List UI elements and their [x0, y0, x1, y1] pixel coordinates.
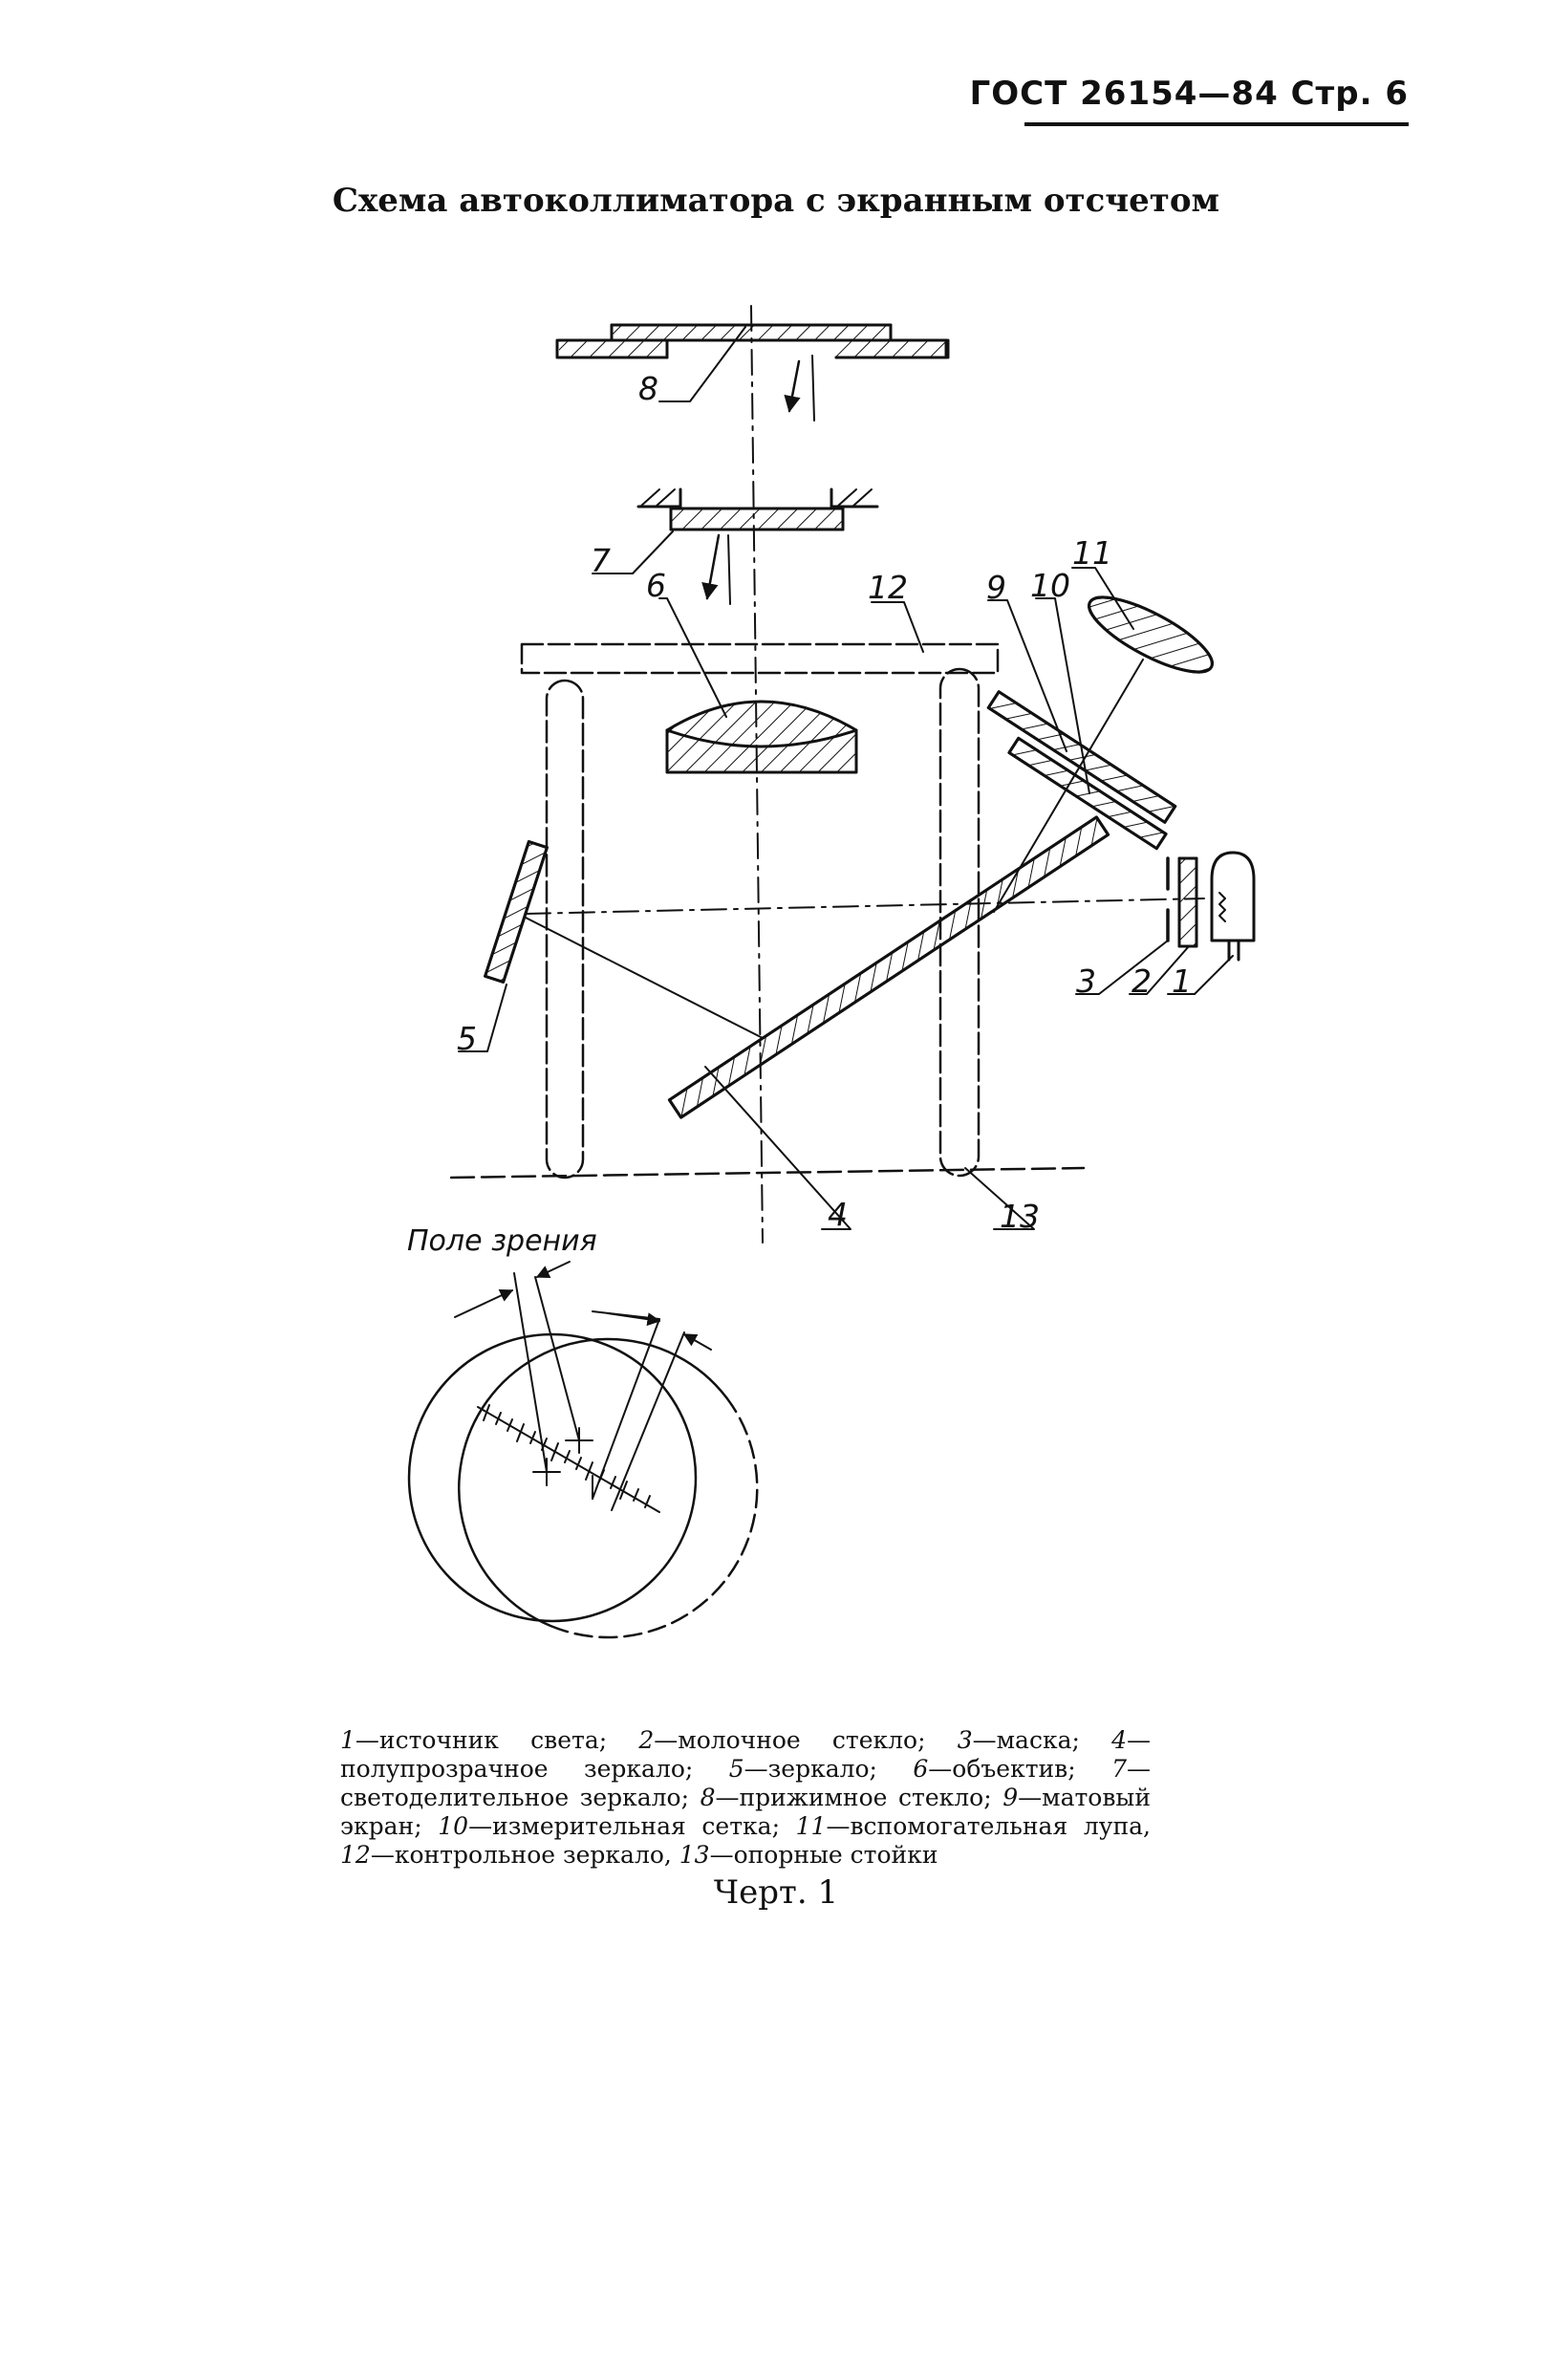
legend-item-8: 8—прижимное стекло; — [700, 1784, 1003, 1811]
legend-item-7: 7—светоделительное зеркало; — [340, 1755, 1151, 1811]
label-1: 1 — [1172, 963, 1192, 1000]
field-of-view-figure — [409, 1262, 757, 1637]
legend-item-9: 9—матовый экран; — [340, 1784, 1151, 1840]
legend-item-11: 11—вспомогательная лупа, — [795, 1812, 1151, 1840]
base-line — [451, 1168, 1084, 1178]
label-7: 7 — [591, 542, 611, 579]
label-5: 5 — [457, 1020, 477, 1057]
label-11: 11 — [1072, 534, 1112, 572]
element-13-support-left — [547, 681, 583, 1178]
element-1-light-source — [1212, 853, 1254, 960]
legend-item-12: 12—контрольное зеркало, — [340, 1841, 679, 1869]
element-5-mirror — [485, 842, 548, 983]
label-13: 13 — [1000, 1198, 1040, 1235]
label-9: 9 — [986, 569, 1006, 606]
fov-circle-solid — [409, 1334, 696, 1621]
legend-item-4: 4—полупрозрачное зеркало; — [340, 1726, 1152, 1783]
label-12: 12 — [868, 569, 908, 606]
ray-8 — [812, 356, 814, 421]
legend-item-13: 13—опорные стойки — [679, 1841, 938, 1869]
legend-item-3: 3—маска; — [957, 1726, 1112, 1754]
arrow-7 — [707, 535, 719, 598]
horizontal-beam — [526, 898, 1204, 914]
legend-item-5: 5—зеркало; — [728, 1755, 914, 1783]
page-header: ГОСТ 26154—84 Стр. 6 — [969, 75, 1409, 113]
arrow-8 — [789, 361, 799, 411]
label-6: 6 — [646, 567, 666, 604]
element-7-beam-splitter — [638, 489, 877, 530]
element-6-objective — [667, 702, 856, 772]
label-4: 4 — [828, 1196, 848, 1233]
element-4-semi-mirror — [669, 817, 1108, 1117]
label-10: 10 — [1030, 567, 1070, 604]
label-8: 8 — [638, 370, 658, 407]
reflected-ray — [526, 918, 763, 1038]
legend — [340, 1726, 1151, 1870]
legend-item-2: 2—молочное стекло; — [638, 1726, 958, 1754]
legend-item-6: 6—объектив; — [913, 1755, 1112, 1783]
figure-caption: Черт. 1 — [713, 1873, 839, 1912]
element-9-10-screen-grid — [988, 692, 1175, 849]
ray-7 — [728, 535, 730, 604]
legend-item-10: 10—измерительная сетка; — [438, 1812, 796, 1840]
page-title: Схема автоколлиматора с экранным отсчетом — [332, 182, 1220, 220]
element-11-loupe — [1080, 584, 1221, 685]
element-12-control-mirror — [522, 644, 998, 673]
optical-axis-vertical — [751, 306, 763, 1243]
element-2-milk-glass — [1179, 858, 1196, 946]
label-3: 3 — [1076, 963, 1096, 1000]
legend-item-1: 1—источник света; — [340, 1726, 639, 1754]
field-of-view-title: Поле зрения — [407, 1224, 597, 1258]
label-2: 2 — [1132, 963, 1152, 1000]
